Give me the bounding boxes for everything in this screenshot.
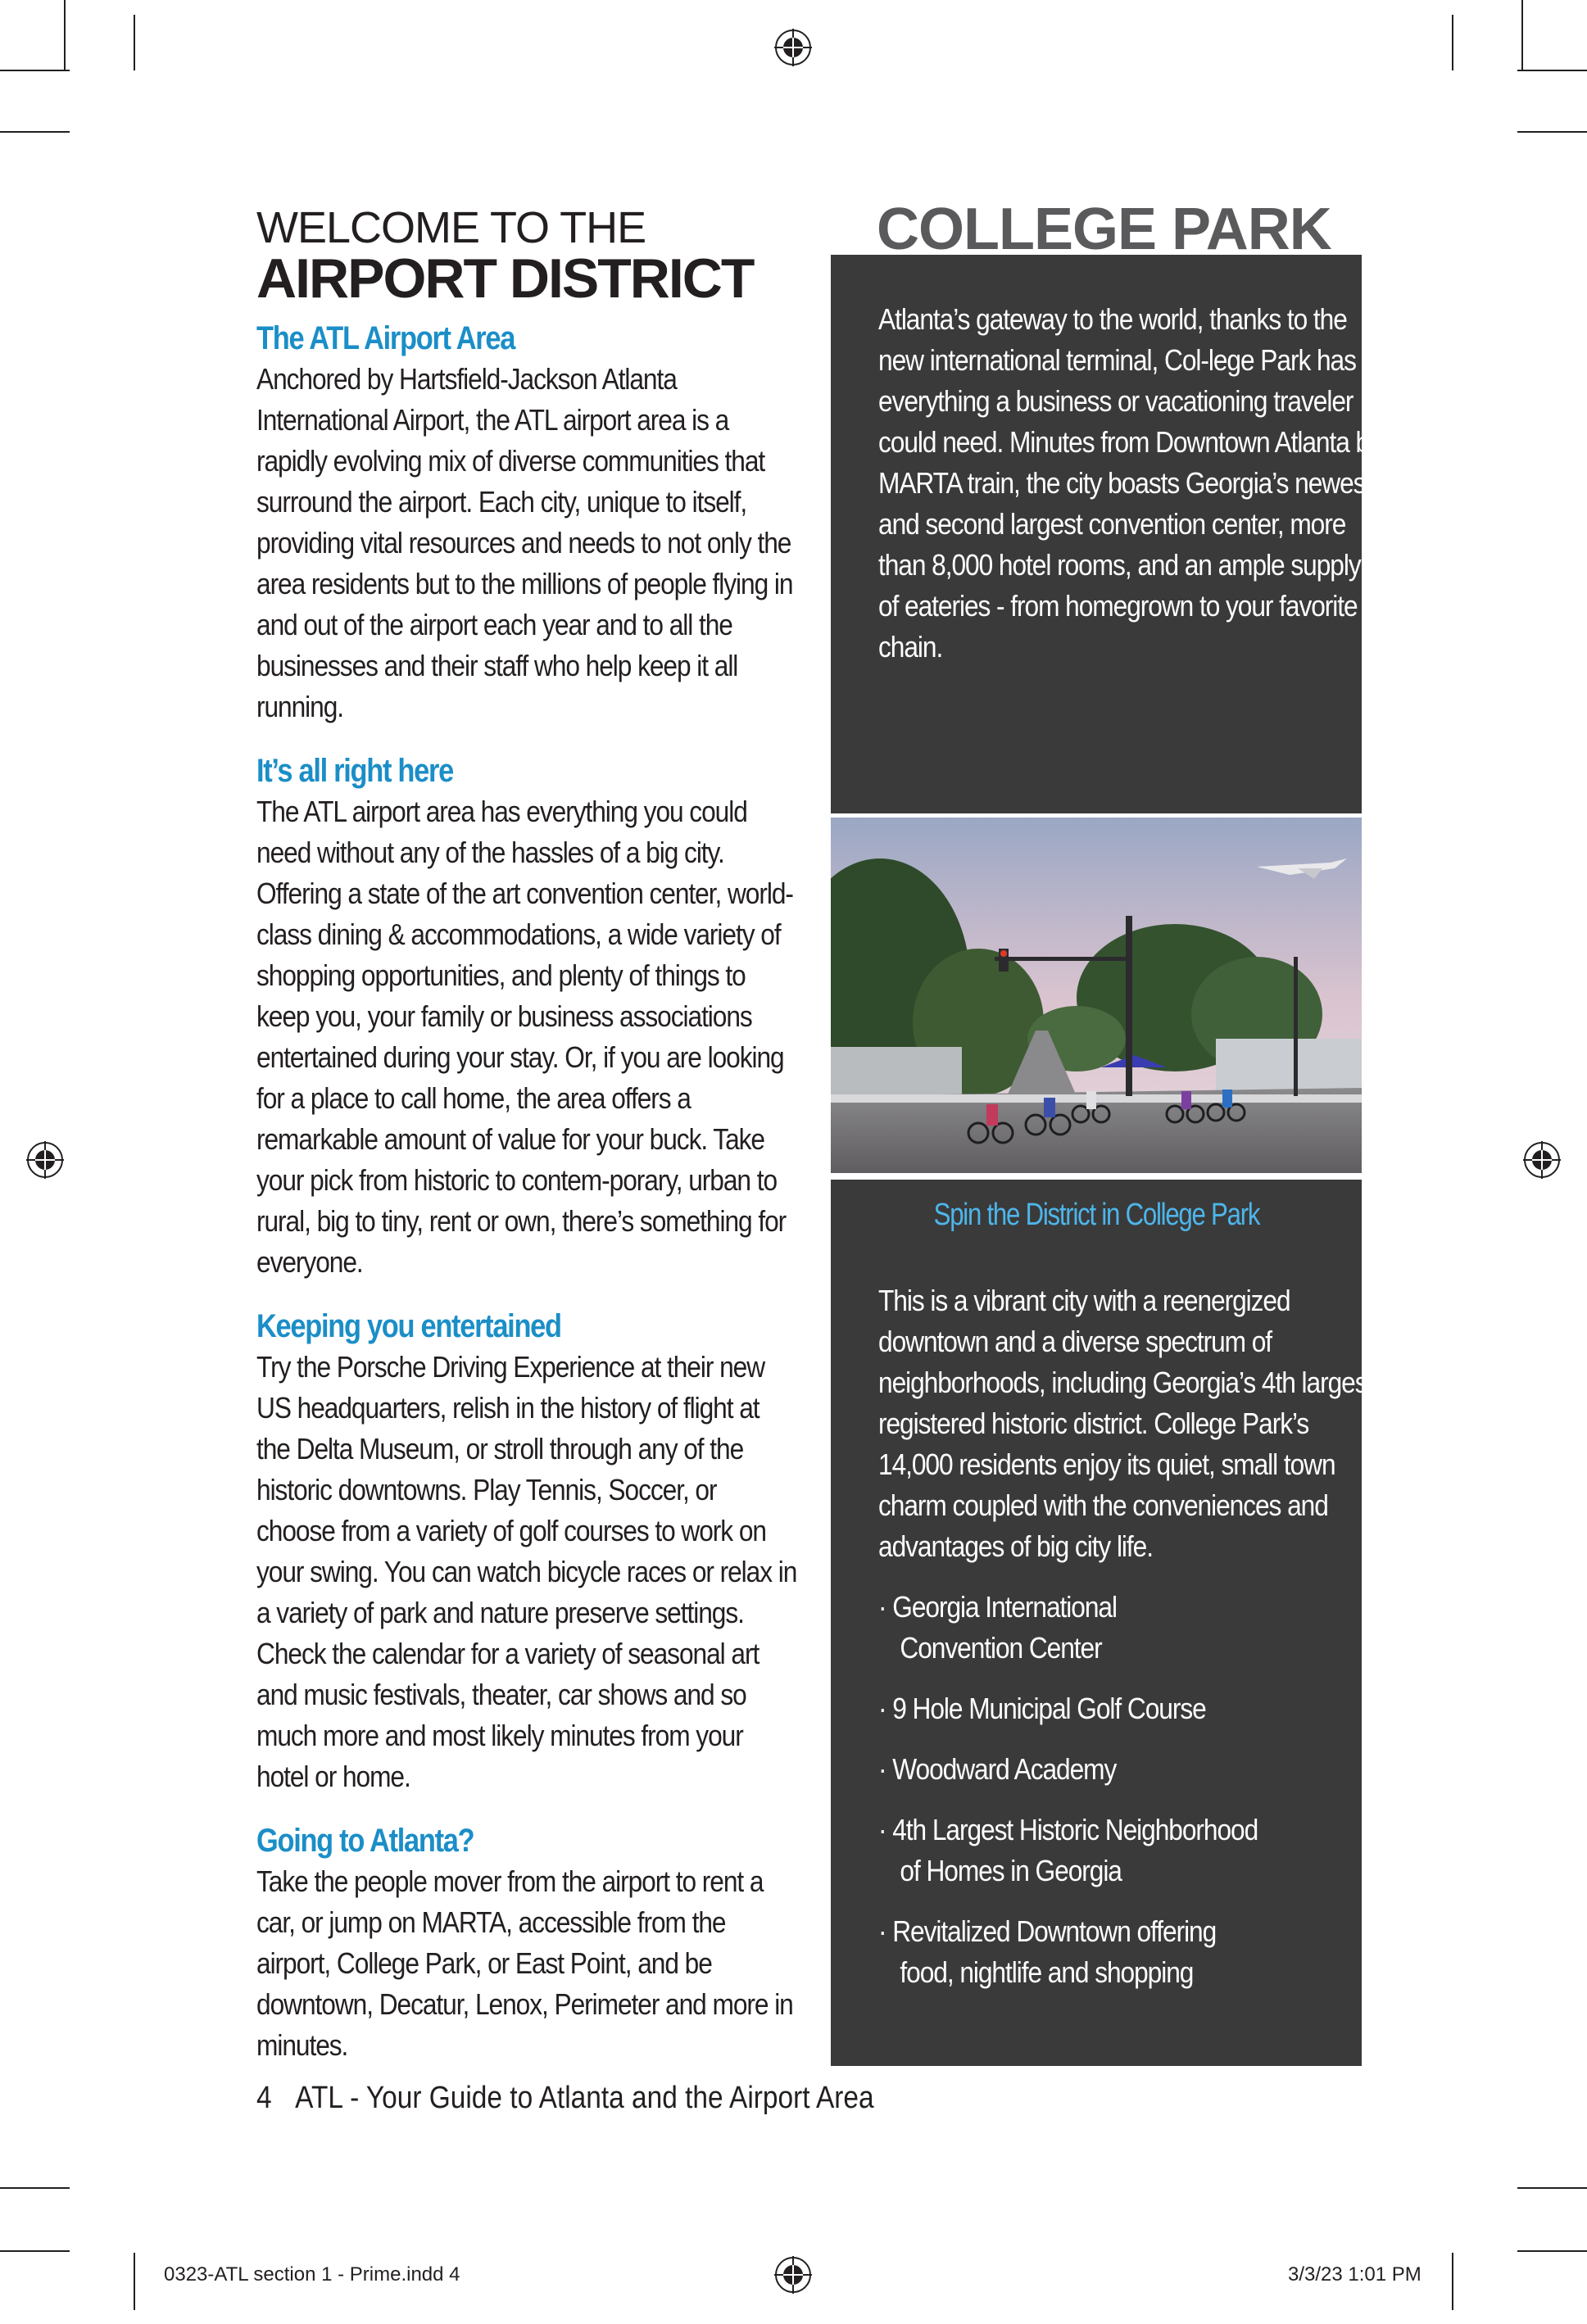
crop-mark [1517,70,1587,71]
photo-caption [831,1198,1362,1233]
college-park-title: COLLEGE PARK [877,197,1331,262]
subhead-going-to-atlanta: Going to Atlanta? [256,1823,474,1859]
crop-mark [0,2187,70,2189]
registration-mark-icon [1523,1141,1561,1179]
body-going-to-atlanta: Take the people mover from the airport to rent a car, or jump on MARTA, accessible from the airport, College Park, or East Point, and be downtown, Decatur, Lenox, Perimeter and more in minutes. [256,1864,793,2062]
crop-mark [1517,2187,1587,2189]
crop-mark [0,2250,70,2252]
photo-caption-text: Spin the District in College Park [933,1198,1259,1232]
subhead-keeping-entertained: Keeping you entertained [256,1308,561,1344]
list-item: · Woodward Academy [878,1752,1117,1786]
registration-mark-icon [26,1141,64,1179]
heading-airport-district: AIRPORT DISTRICT [256,247,754,310]
list-item: · 4th Largest Historic Neighborhood of Homes in Georgia [878,1813,1258,1887]
college-park-description-block [878,1280,1383,2013]
crop-mark [64,0,66,70]
crop-mark [1517,2250,1587,2252]
page-footer [256,2081,874,2116]
crop-mark [134,2253,135,2310]
crop-mark [1452,15,1453,70]
body-atl-airport-area: Anchored by Hartsfield-Jackson Atlanta International Airport, the ATL airport area is a rapidly evolving mix of diverse communities that surround the airport. Each city, unique to itself, providing vital resources and needs to not only the area residents but to the millions of people flying in and out of the airport each year and to all the businesses and their staff who help keep it all running. [256,362,793,723]
body-keeping-entertained: Try the Porsche Driving Experience at their new US headquarters, relish in the history of flight at the Delta Museum, or stroll through any of the historic downtowns. Play Tennis, Soccer, or choose from a variety of golf courses to work on your swing. You can watch bicycle races or relax in a variety of park and nature preserve settings. Check the calendar for a variety of seasonal art and music festivals, theater, car shows and so much more and most likely minutes from your hotel or home. [256,1350,797,1793]
crop-mark [0,131,70,133]
list-item: · Georgia International Convention Center [878,1590,1117,1665]
college-park-intro: Atlanta’s gateway to the world, thanks to the new international terminal, Col-lege Park has everything a business or vacationing traveler could need. Minutes from Downtown Atlanta by MARTA train, the city boasts Georgia’s newest and second largest convention center, more than 8,000 hotel rooms, and an ample supply of eateries - from homegrown to your favorite chain. [878,302,1381,664]
college-park-description: This is a vibrant city with a reenergized downtown and a diverse spectrum of neighborhoods, including Georgia’s 4th largest registered historic district. College Park’s 14,000 residents enjoy its quiet, small town charm coupled with the conveniences and advantages of big city life. [878,1284,1374,1563]
heading-welcome: WELCOME TO THE [256,203,646,252]
slug-file-name: 0323-ATL section 1 - Prime.indd 4 [164,2263,460,2285]
subhead-all-right-here: It’s all right here [256,753,453,789]
crop-mark [1521,0,1523,70]
list-item: · Revitalized Downtown offering food, nightlife and shopping [878,1914,1217,1989]
list-item: · 9 Hole Municipal Golf Course [878,1692,1206,1725]
footer-title: ATL - Your Guide to Atlanta and the Airport Area [295,2081,874,2115]
crop-mark [1517,131,1587,133]
crop-mark [1452,2253,1453,2310]
crop-mark [134,15,135,70]
subhead-atl-airport-area: The ATL Airport Area [256,320,515,356]
cyclists-street-photo [831,818,1362,1173]
left-column [256,205,797,2089]
registration-mark-icon [774,2256,812,2294]
page-number: 4 [256,2081,272,2115]
body-all-right-here: The ATL airport area has everything you could need without any of the hassles of a big city. Offering a state of the art convention center, world-class dining & accommodations, a wide variety of shopping opportunities, and plenty of things to keep you, your family or business associations entertained during your stay. Or, if you are looking for a place to call home, the area offers a remarkable amount of value for your buck. Take your pick from historic to contem-porary, urban to rural, big to tiny, rent or own, there’s something for everyone. [256,795,793,1279]
registration-mark-icon [774,29,812,66]
slug-timestamp: 3/3/23 1:01 PM [1288,2263,1421,2285]
crop-mark [0,70,70,71]
